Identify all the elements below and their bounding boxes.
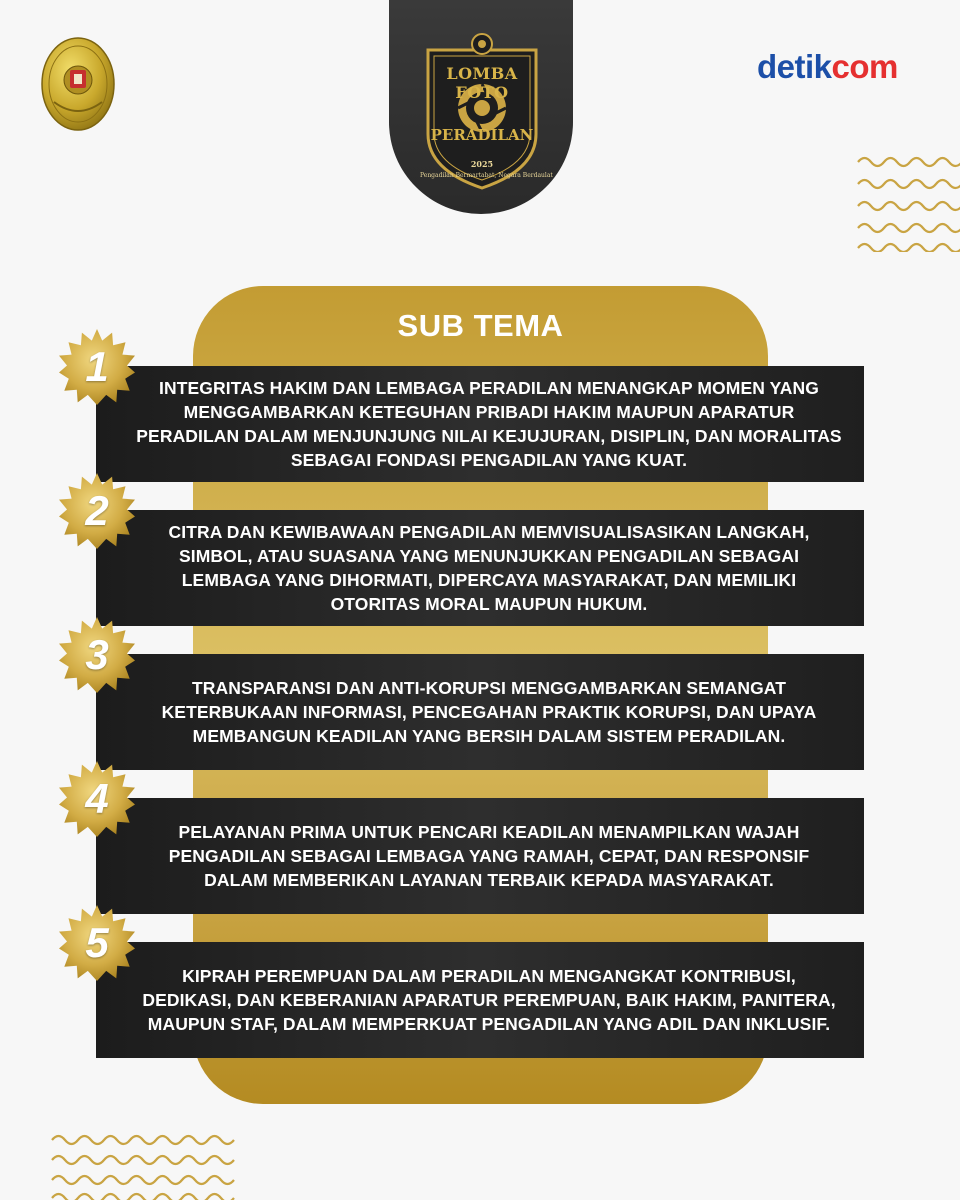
subtheme-card-1 — [96, 366, 864, 482]
number-badge-5 — [58, 904, 136, 982]
badge-number: 3 — [85, 631, 109, 678]
lomba-foto-emblem-icon — [420, 30, 553, 194]
emblem-motto: Pengadilan Bermartabat, Negara Berdaulat — [420, 172, 553, 179]
emblem-title-line2: PERADILAN — [430, 126, 534, 144]
badge-number: 2 — [85, 487, 109, 534]
emblem-year: 2025 — [470, 159, 494, 169]
subtheme-text: KIPRAH PEREMPUAN DALAM PERADILAN MENGANGKAT KONTRIBUSI, DEDIKASI, DAN KEBERANIAN APARATUR PEREMPUAN, BAIK HAKIM, PANITERA, MAUPUN STAF, DALAM MEMPERKUAT PENGADILAN YANG ADIL DAN INKLUSIF. — [142, 966, 836, 1034]
number-badge-1 — [58, 328, 136, 406]
number-badge-2 — [58, 472, 136, 550]
subtheme-card-5 — [96, 942, 864, 1058]
subtheme-text: PELAYANAN PRIMA UNTUK PENCARI KEADILAN MENAMPILKAN WAJAH PENGADILAN SEBAGAI LEMBAGA YANG RAMAH, CEPAT, DAN RESPONSIF DALAM MEMBERIKAN LAYANAN TERBAIK KEPADA MASYARAKAT. — [168, 822, 810, 890]
wavy-lines-decoration — [856, 152, 960, 252]
number-badge-4 — [58, 760, 136, 838]
detikcom-logo — [757, 48, 898, 86]
badge-number: 4 — [85, 775, 109, 822]
wavy-lines-decoration — [50, 1130, 240, 1200]
subtheme-card-2 — [96, 510, 864, 626]
badge-number: 5 — [85, 919, 109, 966]
subtheme-card-4 — [96, 798, 864, 914]
subtheme-text: CITRA DAN KEWIBAWAAN PENGADILAN MEMVISUALISASIKAN LANGKAH, SIMBOL, ATAU SUASANA YANG MENUNJUKKAN PENGADILAN SEBAGAI LEMBAGA YANG DIHORMATI, DIPERCAYA MASYARAKAT, DAN MEMILIKI OTORITAS MORAL MAUPUN HUKUM. — [168, 522, 810, 614]
number-badge-3 — [58, 616, 136, 694]
subtheme-text: INTEGRITAS HAKIM DAN LEMBAGA PERADILAN MENANGKAP MOMEN YANG MENGGAMBARKAN KETEGUHAN PRIBADI HAKIM MAUPUN APARATUR PERADILAN DALAM MENJUNJUNG NILAI KEJUJURAN, DISIPLIN, DAN MORALITAS SEBAGAI FONDASI PENGADILAN YANG KUAT. — [136, 378, 842, 470]
emblem-title-line1: LOMBA FOTO — [446, 64, 518, 102]
section-title: SUB TEMA — [397, 308, 564, 343]
mahkamah-agung-seal-icon — [40, 36, 116, 132]
badge-number: 1 — [85, 343, 109, 390]
brand-part1: detik — [757, 48, 832, 85]
subtheme-text: TRANSPARANSI DAN ANTI-KORUPSI MENGGAMBARKAN SEMANGAT KETERBUKAAN INFORMASI, PENCEGAHAN PRAKTIK KORUPSI, DAN UPAYA MEMBANGUN KEADILAN YANG BERSIH DALAM SISTEM PERADILAN. — [161, 678, 817, 746]
subtheme-card-3 — [96, 654, 864, 770]
brand-part2: com — [831, 48, 898, 85]
